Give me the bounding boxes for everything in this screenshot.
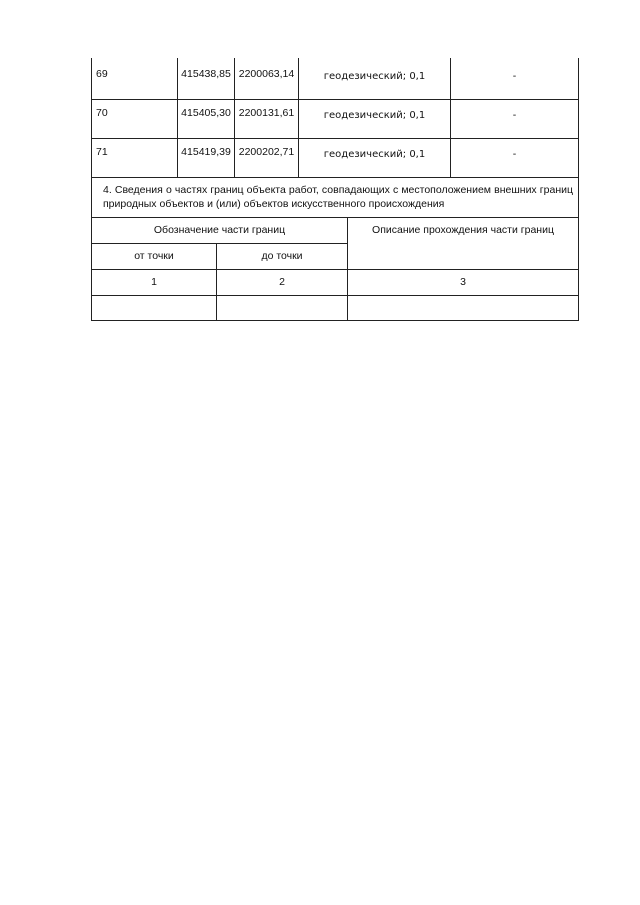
method-accuracy: геодезический; 0,1	[323, 149, 426, 160]
coord-x: 415438,85	[181, 68, 231, 80]
column-number: 1	[151, 276, 157, 288]
point-note: -	[512, 148, 517, 160]
method-accuracy: геодезический; 0,1	[323, 71, 426, 82]
method-accuracy: геодезический; 0,1	[323, 110, 426, 121]
boundary-table	[91, 58, 579, 321]
row-divider	[91, 269, 579, 270]
coord-x: 415419,39	[181, 146, 231, 158]
coord-y: 2200131,61	[238, 107, 295, 119]
coord-x: 415405,30	[181, 107, 231, 119]
column-number: 3	[460, 276, 466, 288]
empty-cell	[348, 301, 578, 319]
empty-cell	[92, 301, 216, 319]
empty-cell	[217, 301, 347, 319]
coord-y: 2200063,14	[238, 68, 295, 80]
header-boundary-part: Обозначение части границ	[153, 224, 286, 236]
point-note: -	[512, 109, 517, 121]
point-number: 71	[96, 146, 108, 158]
point-number: 70	[96, 107, 108, 119]
point-number: 69	[96, 68, 108, 80]
section-title: 4. Сведения о частях границ объекта работ, совпадающих с местоположением внешних границ природных объектов и (или) объектов искусственного происхождения	[103, 184, 573, 210]
row-divider	[91, 295, 579, 296]
row-divider	[91, 217, 579, 218]
column-number: 2	[279, 276, 285, 288]
row-divider	[91, 243, 347, 244]
point-note: -	[512, 70, 517, 82]
header-to-point: до точки	[261, 250, 303, 262]
row-divider	[91, 177, 579, 178]
table-bottom-border	[91, 320, 579, 321]
header-from-point: от точки	[134, 250, 174, 262]
table-right-border	[578, 58, 579, 321]
header-boundary-description: Описание прохождения части границ	[372, 224, 554, 236]
row-divider	[91, 99, 579, 100]
row-divider	[91, 138, 579, 139]
coord-y: 2200202,71	[238, 146, 295, 158]
